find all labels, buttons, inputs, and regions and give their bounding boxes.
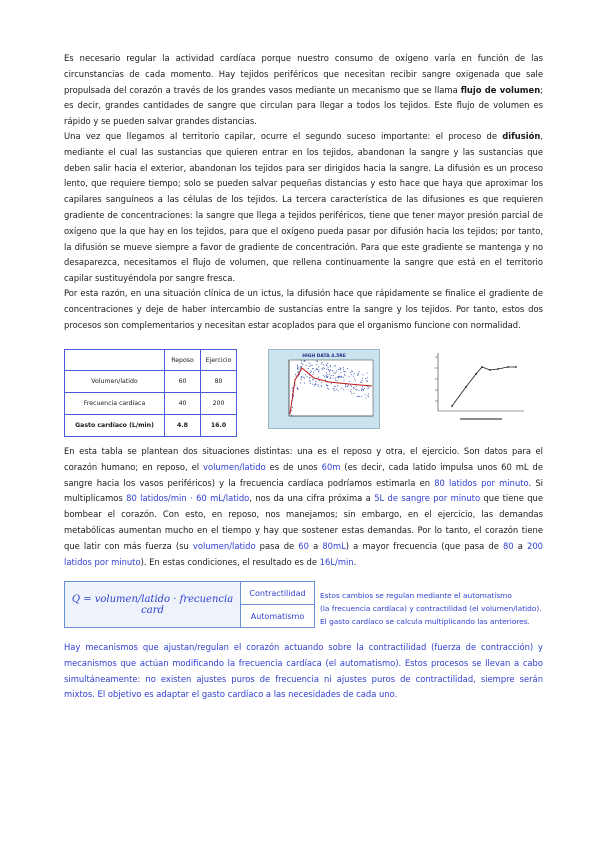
scatter-point [310,377,311,378]
scatter-point [300,369,301,370]
scatter-point [327,376,328,377]
scatter-point [308,368,309,369]
scatter-point [354,378,355,379]
scatter-point [304,383,305,384]
scatter-point [301,361,302,362]
scatter-point [312,384,313,385]
scatter-point [331,375,332,376]
scatter-point [365,394,366,395]
scatter-point [292,388,293,389]
scatter-point [366,380,367,381]
scatter-point [298,389,299,390]
scatter-point [345,386,346,387]
scatter-point [338,376,339,377]
scatter-point [336,371,337,372]
scatter-point [298,371,299,372]
scatter-point [293,387,294,388]
scatter-point [354,388,355,389]
scatter-point [309,380,310,381]
scatter-point [340,372,341,373]
scatter-point [310,372,311,373]
scatter-point [302,364,303,365]
scatter-point [368,387,369,388]
curve-markers [451,366,517,407]
scatter-point [362,380,363,381]
scatter-point [313,372,314,373]
table-header-cell: Reposo [165,350,201,371]
table-cell: 40 [165,393,201,415]
scatter-point [297,388,298,389]
scatter-point [368,393,369,394]
scatter-point [364,388,365,389]
scatter-point [301,377,302,378]
scatter-point [327,363,328,364]
frank-starling-figure [424,349,536,427]
scatter-point [300,367,301,368]
scatter-point [336,380,337,381]
scatter-point [358,373,359,374]
scatter-point [361,396,362,397]
term-difusion: difusión [502,131,541,141]
scatter-point [353,387,354,388]
scatter-point [358,374,359,375]
scatter-point [321,382,322,383]
table-row [65,393,237,415]
table-cell: 4.8 [165,415,201,437]
scatter-point [322,362,323,363]
scatter-point [322,368,323,369]
scatter-point [328,389,329,390]
cardiac-data-table [64,349,237,437]
scatter-point [309,366,310,367]
scatter-point [292,407,293,408]
scatter-point [338,377,339,378]
scatter-figure [268,349,380,429]
table-header-cell: Ejercicio [201,350,237,371]
scatter-point [310,383,311,384]
scatter-point [324,368,325,369]
scatter-point [316,381,317,382]
scatter-point [352,371,353,372]
scatter-point [347,386,348,387]
scatter-point [318,386,319,387]
scatter-point [343,377,344,378]
scatter-point [309,363,310,364]
scatter-point [330,366,331,367]
scatter-point [323,375,324,376]
scatter-point [296,376,297,377]
scatter-point [297,366,298,367]
scatter-point [363,374,364,375]
scatter-point [316,368,317,369]
scatter-point [326,369,327,370]
scatter-point [334,366,335,367]
scatter-point [300,366,301,367]
scatter-point [367,388,368,389]
scatter-point [357,396,358,397]
formula-note-line: Estos cambios se regulan mediante el automatismo [320,591,512,600]
scatter-point [330,365,331,366]
scatter-point [359,371,360,372]
scatter-point [344,375,345,376]
contractilidad-label: Contractilidad [241,582,315,605]
scatter-point [316,364,317,365]
scatter-point [365,378,366,379]
scatter-point [313,374,314,375]
scatter-point [315,370,316,371]
scatter-point [363,390,364,391]
automatismo-label: Automatismo [241,605,315,628]
curve-figure-svg [424,349,536,427]
scatter-point [301,379,302,380]
scatter-point [348,385,349,386]
scatter-point [341,377,342,378]
scatter-point [316,361,317,362]
scatter-point [324,376,325,377]
scatter-point [318,366,319,367]
scatter-point [321,364,322,365]
scatter-point [312,365,313,366]
formula-box [64,581,315,628]
scatter-point [351,389,352,390]
scatter-point [327,388,328,389]
scatter-point [315,384,316,385]
scatter-point [303,377,304,378]
scatter-point [333,372,334,373]
scatter-point [333,389,334,390]
table-cell: 16.0 [201,415,237,437]
scatter-point [344,380,345,381]
scatter-point [351,374,352,375]
scatter-point [330,377,331,378]
table-cell: 80 [201,371,237,393]
scatter-point [318,371,319,372]
scatter-point [360,382,361,383]
scatter-point [329,370,330,371]
scatter-point [343,369,344,370]
scatter-point [314,384,315,385]
scatter-point [345,386,346,387]
curve-line [452,367,516,406]
scatter-point [350,385,351,386]
formula-note-line: El gasto cardíaco se calcula multiplicando las anteriores. [320,617,530,626]
scatter-point [295,385,296,386]
scatter-point [361,390,362,391]
scatter-point [354,373,355,374]
scatter-point [368,396,369,397]
scatter-point [301,363,302,364]
table-row-label: Gasto cardíaco (L/min) [65,415,165,437]
table-header-cell [65,350,165,371]
scatter-point [339,369,340,370]
scatter-point [350,391,351,392]
scatter-point [357,389,358,390]
term-flujo-volumen: flujo de volumen [460,84,541,95]
scatter-figure-svg [269,350,379,428]
scatter-point [334,390,335,391]
scatter-point [335,386,336,387]
paragraph-ictus: Por esta razón, en una situación clínica de un ictus, la difusión hace que rápidamente se finalice el gradiente de concentraciones y deje de haber intercambio de sustancias entre la sangre y los tejidos. Por tanto, estos dos procesos son complementarios y necesitan estar acoplados para que el organismo funcione con normalidad. [64,288,543,330]
scatter-point [317,361,318,362]
scatter-point [313,380,314,381]
scatter-point [312,379,313,380]
scatter-point [300,383,301,384]
scatter-point [291,410,292,411]
scatter-point [297,368,298,369]
scatter-point [329,374,330,375]
cardiac-output-equation: Q = volumen/latido · frecuencia card [65,582,241,628]
scatter-point [326,377,327,378]
scatter-point [355,380,356,381]
scatter-point [345,371,346,372]
scatter-point [334,373,335,374]
scatter-point [326,384,327,385]
scatter-point [326,365,327,366]
scatter-point [343,367,344,368]
scatter-point [367,373,368,374]
scatter-point [362,386,363,387]
scatter-point [304,361,305,362]
paragraph-gasto-cardiaco: En esta tabla se plantean dos situaciones distintas: una es el reposo y otra, el ejercicio. Son datos para el corazón humano; en reposo, el volumen/latido es de unos 60m (es decir, cada latido impulsa unos 60 mL de sangre hacia los vasos periféricos) y la frecuencia cardíaca podríamos estimarla en 80 latidos por minuto. Si multiplicamos 80 latidos/min · 60 mL/latido, nos da una cifra próxima a 5L de sangre por minuto que tiene que bombear el corazón. Con esto, en reposo, nos manejamos; sin embargo, en el ejercicio, las demandas metabólicas aumentan mucho en el tiempo y hay que sostener estas demandas. Por lo tanto, el corazón tiene que latir con más fuerza (su volumen/latido pasa de 60 a 80mL) a mayor frecuencia (que pasa de 80 a 200 latidos por minuto). En estas condiciones, el resultado es de 16L/min. [64,446,544,567]
scatter-point [349,376,350,377]
scatter-point [326,375,327,376]
scatter-point [347,368,348,369]
scatter-point [361,389,362,390]
scatter-point [321,385,322,386]
scatter-point [356,386,357,387]
scatter-point [301,366,302,367]
scatter-point [358,396,359,397]
scatter-point [353,376,354,377]
paragraph-mecanismos: Hay mecanismos que ajustan/regulan el corazón actuando sobre la contractilidad (fuerza de contracción) y mecanismos que actúan modificando la frecuencia cardíaca (el automatismo). Estos procesos se llevan a cabo simultáneamente: no existen ajustes puros de frecuencia ni ajustes puros de contractilidad, siempre serán mixtos. El objetivo es adaptar el gasto cardíaco a las necesidades de cada uno. [64,642,543,700]
scatter-point [334,388,335,389]
scatter-point [362,378,363,379]
scatter-point [333,375,334,376]
scatter-point [291,415,292,416]
scatter-point [338,390,339,391]
table-cell: 60 [165,371,201,393]
scatter-point [310,365,311,366]
scatter-point [358,390,359,391]
scatter-point [328,369,329,370]
scatter-point [331,383,332,384]
paragraph-flujo-volumen: Es necesario regular la actividad cardíaca porque nuestro consumo de oxígeno varía en función de las circunstancias de cada momento. Hay tejidos periféricos que necesitan recibir sangre oxigenada que sale propulsada del corazón a través de los grandes vasos mediante un mecanismo que se llama flujo de volumen; es decir, grandes cantidades de sangre que circulan para llegar a todos los tejidos. Este flujo de volumen es rápido y se pueden salvar grandes distancias. [64,53,543,127]
scatter-point [318,384,319,385]
scatter-point [307,377,308,378]
scatter-point [334,386,335,387]
table-row-label: Frecuencia cardíaca [65,393,165,415]
scatter-point [335,377,336,378]
scatter-point [339,376,340,377]
scatter-point [329,371,330,372]
scatter-point [323,364,324,365]
table-header-row [65,350,237,371]
scatter-point [297,369,298,370]
scatter-point [327,377,328,378]
scatter-point [327,385,328,386]
scatter-point [337,385,338,386]
scatter-point [332,370,333,371]
scatter-point [326,372,327,373]
scatter-point [313,368,314,369]
scatter-point [366,398,367,399]
scatter-point [305,365,306,366]
scatter-point [338,369,339,370]
scatter-point [301,376,302,377]
curve-y-ticks [435,357,438,401]
scatter-point [310,381,311,382]
scatter-point [343,371,344,372]
table-row [65,371,237,393]
scatter-point [359,396,360,397]
scatter-point [351,393,352,394]
scatter-point [335,365,336,366]
scatter-point [317,369,318,370]
scatter-point [355,389,356,390]
scatter-point [327,374,328,375]
scatter-point [335,372,336,373]
scatter-point [323,367,324,368]
scatter-point [341,388,342,389]
scatter-point [357,375,358,376]
scatter-point [330,370,331,371]
formula-note-line: (la frecuencia cardíaca) y contractilidad (el volumen/latido). [320,604,542,613]
scatter-point [319,370,320,371]
scatter-point [318,377,319,378]
scatter-point [367,377,368,378]
scatter-point [295,374,296,375]
table-cell: 200 [201,393,237,415]
scatter-point [322,369,323,370]
table-row [65,415,237,437]
scatter-point [361,382,362,383]
table-row-label: Volumen/latido [65,371,165,393]
scatter-point [314,385,315,386]
paragraph-difusion: Una vez que llegamos al territorio capilar, ocurre el segundo suceso importante: el proceso de difusión, mediante el cual las sustancias que quieren entrar en los tejidos, abandonan la sangre y las sustancias que deben salir hacia el exterior, abandonan los tejidos para ser dirigidos hacia la sangre. La difusión es un proceso lento, que requiere tiempo; solo se pueden salvar pequeñas distancias y esto hace que haya que aproximar los capilares sanguíneos a las células de los tejidos. La tercera característica de las difusiones es que requieren gradiente de concentraciones: la sangre que llega a tejidos periféricos, tiene que tener mayor presión parcial de oxígeno que la que hay en los tejidos, para que el oxígeno pueda pasar por difusión hacia los tejidos; por tanto, la difusión se mueve siempre a favor de gradiente de concentración. Para que este gradiente se mantenga y no desaparezca, necesitamos el flujo de volumen, que rellena continuamente la sangre que está en el territorio capilar sustituyéndola por sangre fresca. [64,131,543,284]
scatter-point [335,379,336,380]
scatter-point [351,386,352,387]
scatter-point [340,377,341,378]
scatter-point [354,393,355,394]
scatter-point [343,389,344,390]
scatter-point [328,367,329,368]
scatter-point [349,381,350,382]
scatter-point [336,389,337,390]
scatter-point [305,374,306,375]
scatter-point [298,372,299,373]
scatter-point [333,378,334,379]
scatter-title: HIGH DATA 4.5RE [302,354,346,359]
scatter-point [311,371,312,372]
scatter-point [340,367,341,368]
scatter-point [350,372,351,373]
scatter-point [304,378,305,379]
scatter-point [297,365,298,366]
